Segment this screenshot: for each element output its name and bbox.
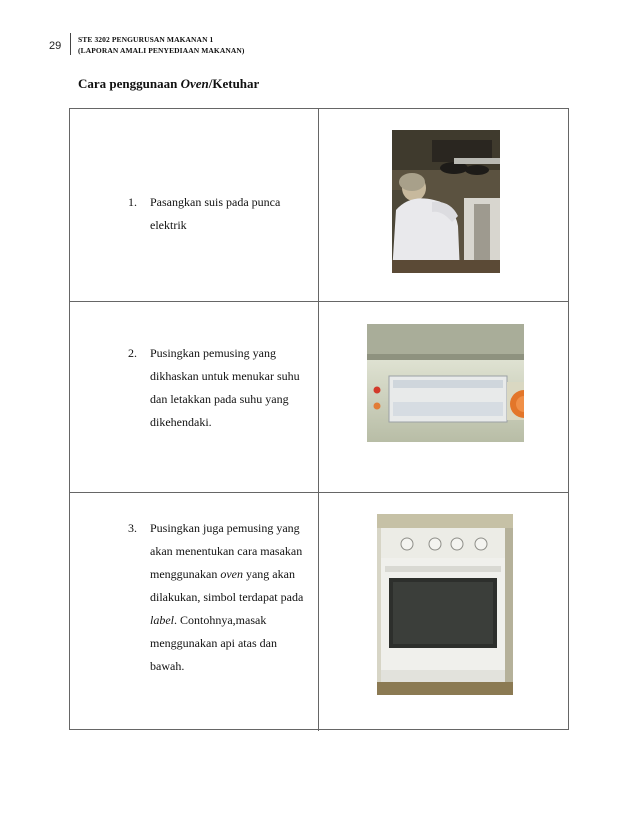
oven-front-photo bbox=[377, 514, 513, 695]
section-title-italic: Oven bbox=[180, 76, 209, 91]
header-divider bbox=[70, 33, 71, 55]
step-text-part: Pusingkan juga pemusing yang akan menentukan cara masakan menggunakan bbox=[150, 521, 303, 581]
steps-table bbox=[69, 108, 569, 730]
header-course-title: STE 3202 PENGURUSAN MAKANAN 1 bbox=[78, 35, 214, 44]
step-number: 2. bbox=[128, 346, 137, 360]
step-text-part: yang akan dilakukan, simbol terdapat pada bbox=[150, 567, 304, 604]
table-row bbox=[70, 493, 568, 731]
step-3-text bbox=[128, 517, 313, 678]
running-header bbox=[78, 34, 245, 56]
step-number: 3. bbox=[128, 521, 137, 535]
column-divider bbox=[318, 109, 319, 301]
step-number: 1. bbox=[128, 195, 137, 209]
page-number: 29 bbox=[49, 40, 62, 52]
step-1-text bbox=[128, 191, 313, 237]
oven-switch-photo bbox=[392, 130, 500, 273]
step-body bbox=[150, 342, 313, 434]
step-text-part: label bbox=[150, 613, 174, 627]
table-row bbox=[70, 302, 568, 493]
step-text-part: Pusingkan pemusing yang dikhaskan untuk menukar suhu dan letakkan pada suhu yang dikehendaki. bbox=[150, 346, 300, 429]
section-title-suffix: /Ketuhar bbox=[208, 76, 260, 91]
step-text-part: . Contohnya,masak menggunakan api atas dan bawah. bbox=[150, 613, 277, 673]
step-body bbox=[150, 191, 313, 237]
table-row bbox=[70, 109, 568, 302]
step-text-part: oven bbox=[220, 567, 243, 581]
temperature-panel-photo bbox=[367, 324, 524, 442]
section-title-prefix: Cara penggunaan bbox=[78, 76, 181, 91]
section-title bbox=[78, 76, 259, 92]
step-2-text bbox=[128, 342, 313, 434]
header-report-title: (LAPORAN AMALI PENYEDIAAN MAKANAN) bbox=[78, 46, 245, 55]
column-divider bbox=[318, 302, 319, 492]
step-body bbox=[150, 517, 313, 678]
step-text-part: Pasangkan suis pada punca elektrik bbox=[150, 195, 281, 232]
column-divider bbox=[318, 493, 319, 731]
